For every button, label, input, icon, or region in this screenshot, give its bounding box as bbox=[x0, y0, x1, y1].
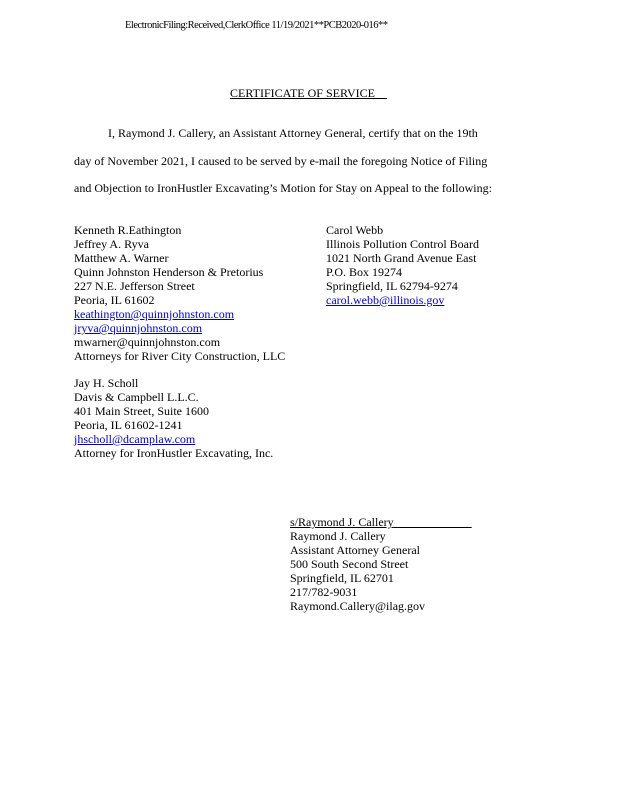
certificate-title-text: CERTIFICATE OF SERVICE bbox=[230, 86, 375, 100]
service-right-line: Carol Webb bbox=[326, 223, 384, 237]
signature-block bbox=[290, 515, 472, 613]
signature-text: s/Raymond J. Callery bbox=[290, 515, 394, 529]
service-list-second bbox=[74, 376, 273, 460]
certificate-title bbox=[230, 86, 387, 101]
service-left-line: Jeffrey A. Ryva bbox=[74, 237, 149, 251]
signature-detail: 500 South Second Street bbox=[290, 557, 409, 571]
service-left-line: Quinn Johnston Henderson & Pretorius bbox=[74, 265, 264, 279]
attorneys-for-label: Attorneys for River City Construction, LLC bbox=[74, 349, 286, 363]
service-list-right bbox=[326, 223, 479, 307]
service-right-line: Illinois Pollution Control Board bbox=[326, 237, 480, 251]
service-list-left bbox=[74, 223, 285, 363]
service-right-line: P.O. Box 19274 bbox=[326, 265, 403, 279]
email-mwarner: mwarner@quinnjohnston.com bbox=[74, 335, 221, 349]
service-left-line: Peoria, IL 61602 bbox=[74, 293, 155, 307]
email-link-jhscholl[interactable]: jhscholl@dcamplaw.com bbox=[74, 432, 196, 446]
service-right-line: Springfield, IL 62794-9274 bbox=[326, 279, 458, 293]
service-left-line: 227 N.E. Jefferson Street bbox=[74, 279, 195, 293]
service-second-line: 401 Main Street, Suite 1600 bbox=[74, 404, 209, 418]
signature-email: Raymond.Callery@ilag.gov bbox=[290, 599, 426, 613]
filing-stamp: ElectronicFiling:Received,ClerkOffice 11/19/2021**PCB2020-016** bbox=[125, 20, 388, 31]
email-link-jryva[interactable]: jryva@quinnjohnston.com bbox=[74, 321, 203, 335]
body-line-1: I, Raymond J. Callery, an Assistant Attorney General, certify that on the 19th bbox=[108, 126, 478, 140]
service-left-line: Matthew A. Warner bbox=[74, 251, 169, 265]
service-second-line: Davis & Campbell L.L.C. bbox=[74, 390, 199, 404]
body-line-3: and Objection to IronHustler Excavating’s Motion for Stay on Appeal to the following: bbox=[74, 181, 492, 195]
body-line-2: day of November 2021, I caused to be served by e-mail the foregoing Notice of Filing bbox=[74, 154, 488, 168]
email-link-carol-webb[interactable]: carol.webb@illinois.gov bbox=[326, 293, 445, 307]
service-second-line: Peoria, IL 61602-1241 bbox=[74, 418, 183, 432]
service-right-line: 1021 North Grand Avenue East bbox=[326, 251, 477, 265]
email-link-keathington[interactable]: keathington@quinnjohnston.com bbox=[74, 307, 235, 321]
attorney-for-label: Attorney for IronHustler Excavating, Inc. bbox=[74, 446, 274, 460]
signature-detail: Raymond J. Callery bbox=[290, 529, 386, 543]
service-left-line: Kenneth R.Eathington bbox=[74, 223, 182, 237]
signature-detail: Springfield, IL 62701 bbox=[290, 571, 394, 585]
service-second-line: Jay H. Scholl bbox=[74, 376, 139, 390]
signature-line bbox=[290, 515, 472, 529]
signature-detail: 217/782-9031 bbox=[290, 585, 358, 599]
signature-detail: Assistant Attorney General bbox=[290, 543, 420, 557]
